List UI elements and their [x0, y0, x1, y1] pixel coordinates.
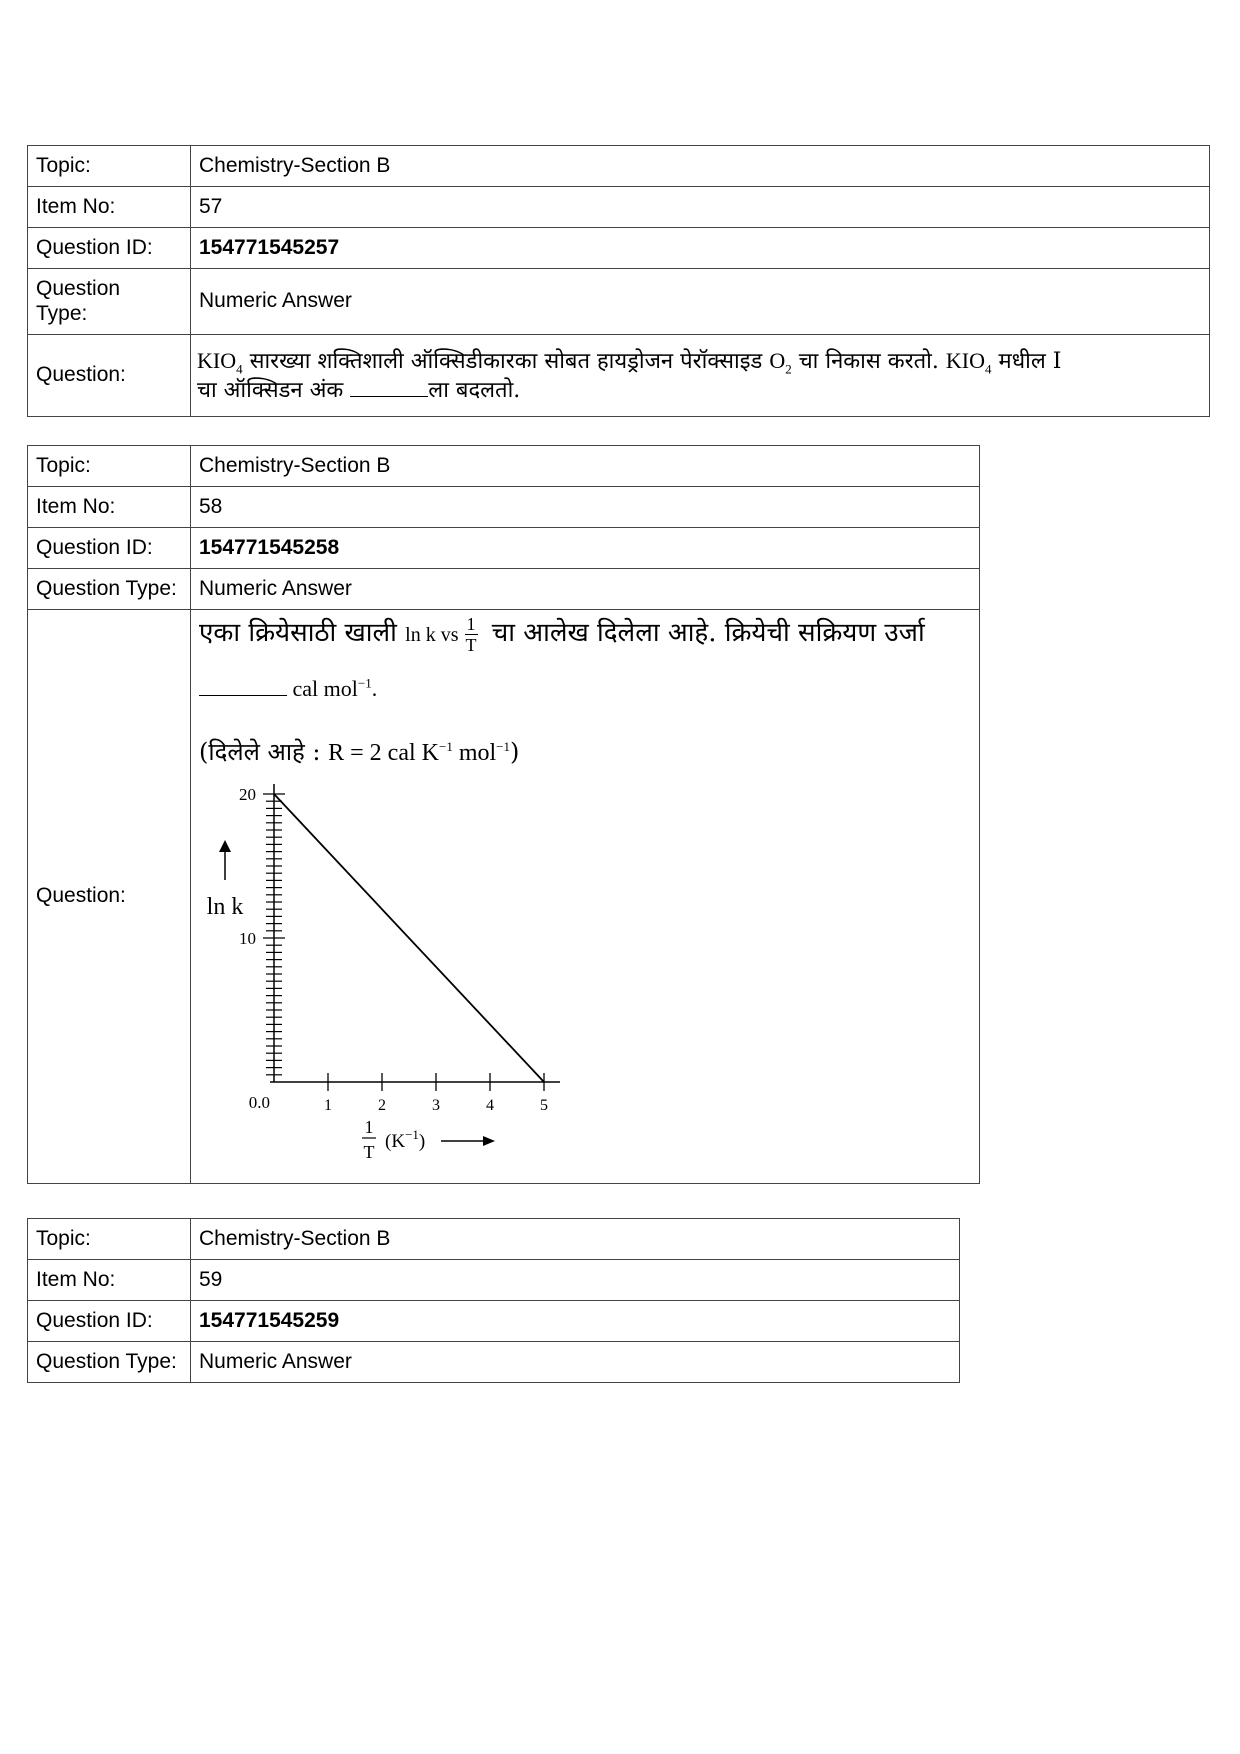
x-label-numerator: 1 — [364, 1117, 374, 1137]
topic-value: Chemistry-Section B — [191, 146, 1210, 187]
item-no-label: Item No: — [28, 187, 191, 228]
topic-value: Chemistry-Section B — [191, 446, 980, 487]
question-label: Question: — [28, 335, 191, 417]
y-axis-label: ln k — [206, 894, 244, 920]
question-table-58 — [27, 445, 980, 1184]
topic-label: Topic: — [28, 146, 191, 187]
question-type-value: Numeric Answer — [191, 1342, 960, 1383]
formula-o2: $O_2$ — [769, 348, 792, 377]
table-row — [28, 187, 1210, 228]
lnk-vs: ln k vs — [405, 624, 459, 646]
table-row — [28, 610, 980, 1184]
question-text: $KIO_4$ सारख्या शक्तिशाली ऑक्सिडीकारका सोबत हायड्रोजन पेरॉक्साइड $O_2$ चा निकास करतो. $KIO_4$ मधील I चा ऑक्सिडन अंक ला बदलतो. — [191, 335, 1210, 417]
x-tick-label-5: 5 — [540, 1097, 548, 1114]
y-tick-label-10: 10 — [239, 929, 256, 948]
item-no-value: 59 — [191, 1260, 960, 1301]
item-no-label: Item No: — [28, 1260, 191, 1301]
table-row — [28, 228, 1210, 269]
table-row — [28, 569, 980, 610]
question-table-57 — [27, 145, 1210, 417]
question-id-value: 154771545259 — [191, 1301, 960, 1342]
x-label-arrow-head — [483, 1136, 495, 1146]
question-type-label-line1: Question — [36, 277, 121, 301]
question-table-59 — [27, 1218, 960, 1383]
item-no-label: Item No: — [28, 487, 191, 528]
table-row — [28, 1301, 960, 1342]
item-no-value: 58 — [191, 487, 980, 528]
topic-value: Chemistry-Section B — [191, 1219, 960, 1260]
question-line-2: cal mol$^{-1}$. — [199, 676, 377, 701]
question-type-value: Numeric Answer — [191, 569, 980, 610]
question-id-value: 154771545257 — [191, 228, 1210, 269]
x-tick-label-3: 3 — [432, 1097, 440, 1114]
x-tick-label-2: 2 — [378, 1097, 386, 1114]
question-id-value: 154771545258 — [191, 528, 980, 569]
question-id-label: Question ID: — [28, 528, 191, 569]
question-content — [191, 610, 980, 1184]
formula-kio4: $KIO_4$ — [197, 348, 243, 377]
topic-label: Topic: — [28, 1219, 191, 1260]
question-line-1: एका क्रियेसाठी खाली ln k vs $\frac{1}{T}$ चा आलेख दिलेला आहे. क्रियेची सक्रियण उर्जा — [199, 613, 925, 655]
question-type-value: Numeric Answer — [191, 269, 1210, 335]
y-label-arrow-head — [219, 840, 231, 852]
formula-kio4-second: $KIO_4$ — [945, 348, 992, 377]
question-line-3: (दिलेले आहे : R = 2 cal $K^{-1}$ mol$^{-1}$) — [199, 738, 520, 766]
x-tick-label-4: 4 — [486, 1097, 494, 1114]
question-type-label: Question Type: — [28, 569, 191, 610]
series-line-ln-k — [274, 794, 544, 1082]
topic-label: Topic: — [28, 446, 191, 487]
question-label: Question: — [28, 610, 191, 1184]
question-id-label: Question ID: — [28, 1301, 191, 1342]
x-tick-label-1: 1 — [324, 1097, 332, 1114]
answer-blank — [199, 695, 287, 696]
question-body — [191, 610, 979, 1170]
origin-label: 0.0 — [248, 1093, 270, 1112]
question-type-label: Question Type: — [28, 1342, 191, 1383]
table-row — [28, 1219, 960, 1260]
table-row — [28, 335, 1210, 417]
table-row — [28, 1342, 960, 1383]
item-no-value: 57 — [191, 187, 1210, 228]
table-row — [28, 146, 1210, 187]
question-type-label — [28, 269, 191, 335]
y-tick-label-20: 20 — [239, 785, 256, 804]
x-label-unit: $(K^{-1})$ — [385, 1127, 426, 1152]
series-lines — [274, 794, 544, 1082]
fraction-1-over-t: $\frac{1}{T}$ — [465, 613, 477, 655]
table-row — [28, 487, 980, 528]
question-type-label-line2: Type: — [36, 301, 88, 325]
table-row — [28, 269, 1210, 335]
x-label-denominator: T — [363, 1142, 375, 1162]
table-row — [28, 446, 980, 487]
ln-k-vs-inverse-t-chart — [191, 780, 631, 1170]
table-row — [28, 528, 980, 569]
table-row — [28, 1260, 960, 1301]
answer-blank — [350, 396, 428, 397]
question-id-label: Question ID: — [28, 228, 191, 269]
